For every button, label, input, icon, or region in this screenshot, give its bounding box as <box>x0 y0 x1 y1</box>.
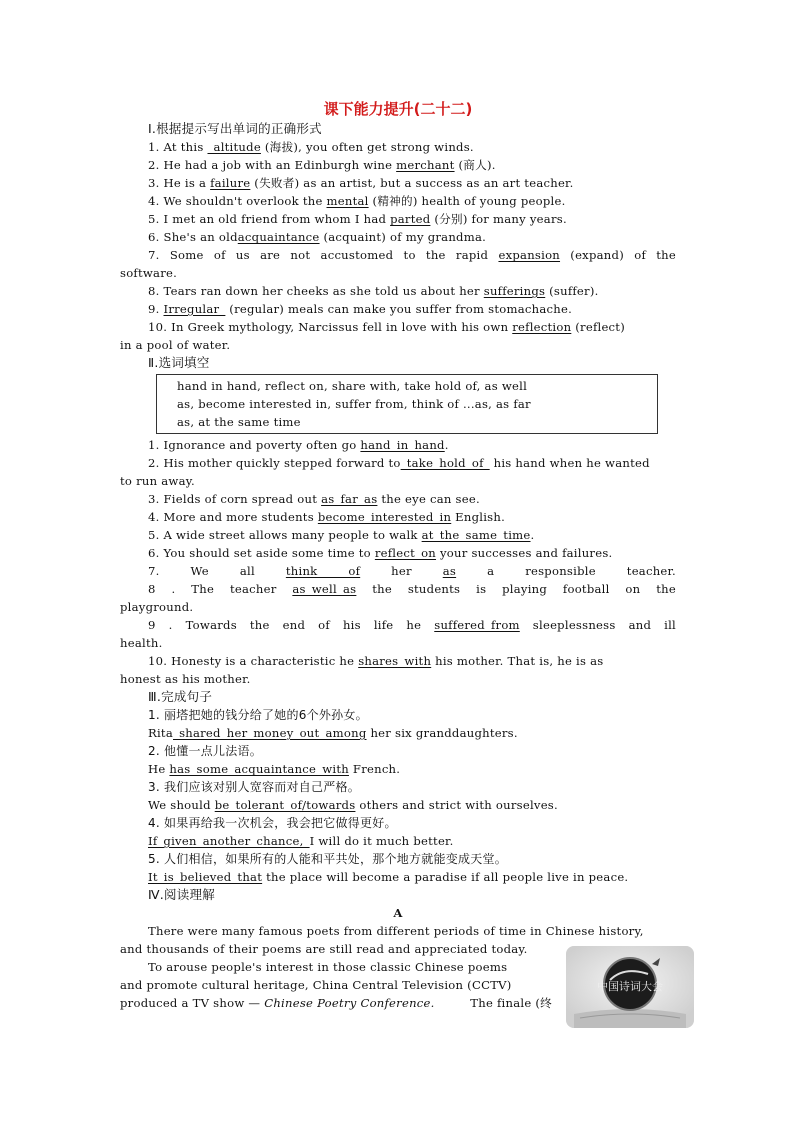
item-text: 1. Ignorance and poverty often go <box>148 438 361 452</box>
item-text: 6. She's an old <box>148 230 238 244</box>
exercise-item <box>120 436 676 454</box>
exercise-item <box>120 138 676 156</box>
item-text: (商人). <box>454 158 496 172</box>
exercise-item <box>120 192 676 210</box>
section-2-list <box>120 436 676 688</box>
exercise-item <box>120 282 676 300</box>
chinese-prompt: 5. 人们相信，如果所有的人能和平共处，那个地方就能变成天堂。 <box>148 852 508 866</box>
answer-blank: merchant <box>396 158 455 172</box>
word-bank-line: hand in hand, reflect on, share with, take hold of, as well <box>177 379 528 393</box>
exercise-item <box>120 508 676 526</box>
item-text: 1. At this <box>148 140 208 154</box>
exercise-item <box>120 228 676 246</box>
item-text: 10. In Greek mythology, Narcissus fell in love with his own <box>148 320 513 334</box>
exercise-item <box>120 246 676 264</box>
passage-label: A <box>393 906 403 920</box>
item-text: (expand) of the <box>560 248 677 262</box>
item-text: (regular) meals can make you suffer from stomachache. <box>225 302 573 316</box>
item-continuation <box>120 670 676 688</box>
chinese-prompt: 2. 他懂一点儿法语。 <box>148 744 263 758</box>
answer-blank: _take_hold_of_ <box>400 456 490 470</box>
item-text: 9. <box>148 302 164 316</box>
poetry-show-logo-graphic <box>566 946 694 1028</box>
item-text: (精神的) health of young people. <box>368 194 566 208</box>
logo-caption: 中国诗词大会 <box>597 980 663 993</box>
answer-blank: be_tolerant_of/towards <box>214 798 356 812</box>
passage-line: There were many famous poets from different periods of time in Chinese history, <box>148 924 644 938</box>
english-sentence <box>120 832 676 850</box>
answer-blank: reflect_on <box>374 546 437 560</box>
answer-blank: acquaintance <box>237 230 320 244</box>
exercise-item <box>120 210 676 228</box>
item-text: I will do it much better. <box>309 834 454 848</box>
item-text: 7. We all <box>148 564 286 578</box>
worksheet-page <box>120 98 676 1012</box>
item-continuation <box>120 472 676 490</box>
answer-blank: Irregular_ <box>163 302 226 316</box>
item-text: in a pool of water. <box>120 338 231 352</box>
answer-blank: _altitude <box>207 140 261 154</box>
exercise-item <box>120 526 676 544</box>
item-text: software. <box>120 266 178 280</box>
item-text: others and strict with ourselves. <box>355 798 558 812</box>
item-text: 3. He is a <box>148 176 211 190</box>
answer-blank: sufferings <box>483 284 546 298</box>
item-text: 7. Some of us are not accustomed to the rapid <box>148 248 499 262</box>
item-text: to run away. <box>120 474 195 488</box>
passage-line <box>120 994 552 1012</box>
item-text: . <box>530 528 535 542</box>
passage-text: The finale (终 <box>470 996 552 1010</box>
item-text: English. <box>451 510 506 524</box>
item-text: (分别) for many years. <box>430 212 567 226</box>
exercise-item <box>120 490 676 508</box>
answer-blank: reflection <box>512 320 572 334</box>
item-text: a responsible teacher. <box>456 564 676 578</box>
section-3-heading: Ⅲ.完成句子 <box>148 689 213 704</box>
item-text: sleeplessness and ill <box>519 618 676 632</box>
item-text: her <box>360 564 443 578</box>
item-text: 9 . Towards the end of his life he <box>148 618 435 632</box>
answer-blank: become_interested_in <box>317 510 452 524</box>
item-text: 3. Fields of corn spread out <box>148 492 322 506</box>
answer-blank: at_the_same_time <box>421 528 531 542</box>
section-4-heading: Ⅳ.阅读理解 <box>148 887 216 902</box>
answer-blank: suffered_from <box>434 618 520 632</box>
item-text: honest as his mother. <box>120 672 251 686</box>
item-text: 10. Honesty is a characteristic he <box>148 654 359 668</box>
item-continuation <box>120 598 676 616</box>
exercise-item <box>120 562 676 580</box>
item-text: his mother. That is, he is as <box>431 654 604 668</box>
show-title: Chinese Poetry Conference. <box>264 996 435 1010</box>
item-text: 5. I met an old friend from whom I had <box>148 212 391 226</box>
item-text: playground. <box>120 600 194 614</box>
word-bank-line: as, at the same time <box>177 415 301 429</box>
page-title: 课下能力提升(二十二) <box>323 100 473 118</box>
passage-line: and thousands of their poems are still read and appreciated today. <box>120 942 528 956</box>
item-continuation <box>120 634 676 652</box>
answer-blank: expansion <box>498 248 561 262</box>
answer-blank: mental <box>326 194 369 208</box>
item-text: We should <box>148 798 215 812</box>
item-text: 4. We shouldn't overlook the <box>148 194 327 208</box>
item-text: health. <box>120 636 163 650</box>
answer-blank: has_some_acquaintance_with <box>169 762 349 776</box>
answer-blank: think of <box>285 564 361 578</box>
exercise-item <box>120 318 676 336</box>
item-text: (reflect) <box>571 320 625 334</box>
answer-blank: parted <box>390 212 431 226</box>
item-text: (acquaint) of my grandma. <box>319 230 487 244</box>
chinese-prompt: 1. 丽塔把她的钱分给了她的6个外孙女。 <box>148 708 368 722</box>
answer-blank: shares_with <box>358 654 432 668</box>
answer-blank: It_is_believed_that <box>148 870 263 884</box>
item-text: 2. His mother quickly stepped forward to <box>148 456 401 470</box>
chinese-prompt: 4. 如果再给我一次机会，我会把它做得更好。 <box>148 816 397 830</box>
exercise-item <box>120 156 676 174</box>
exercise-item <box>120 616 676 634</box>
item-continuation <box>120 264 676 282</box>
item-text: the place will become a paradise if all people live in peace. <box>262 870 629 884</box>
item-text: (海拔), you often get strong winds. <box>260 140 474 154</box>
chinese-prompt: 3. 我们应该对别人宽容而对自己严格。 <box>148 780 361 794</box>
item-text: her six granddaughters. <box>366 726 518 740</box>
answer-blank: as_well_as <box>292 582 357 596</box>
poetry-show-logo-image <box>566 946 694 1028</box>
answer-blank: failure <box>210 176 251 190</box>
item-text: French. <box>348 762 401 776</box>
section-2-heading: Ⅱ.选词填空 <box>148 355 210 370</box>
item-continuation <box>120 336 676 354</box>
item-text: . <box>444 438 449 452</box>
passage-line: and promote cultural heritage, China Central Television (CCTV) <box>120 978 512 992</box>
section-1-list <box>120 138 676 354</box>
exercise-item <box>120 174 676 192</box>
answer-blank: as_far_as <box>321 492 378 506</box>
exercise-item <box>120 652 676 670</box>
item-text: his hand when he wanted <box>489 456 650 470</box>
item-text: He <box>148 762 170 776</box>
section-1-heading: Ⅰ.根据提示写出单词的正确形式 <box>148 121 322 136</box>
item-text: 8 . The teacher <box>148 582 293 596</box>
item-text: 6. You should set aside some time to <box>148 546 375 560</box>
item-text: 2. He had a job with an Edinburgh wine <box>148 158 397 172</box>
word-bank-line: as, become interested in, suffer from, think of ...as, as far <box>177 397 531 411</box>
english-sentence <box>120 796 676 814</box>
english-sentence <box>120 724 676 742</box>
english-sentence <box>120 760 676 778</box>
answer-blank: _shared_her_money_out_among <box>173 726 367 740</box>
answer-blank: as <box>442 564 457 578</box>
english-sentence <box>120 868 676 886</box>
item-text: 5. A wide street allows many people to walk <box>148 528 422 542</box>
item-text: your successes and failures. <box>436 546 613 560</box>
item-text: (失败者) as an artist, but a success as an art teacher. <box>250 176 574 190</box>
item-text: the eye can see. <box>377 492 480 506</box>
exercise-item <box>120 454 676 472</box>
item-text: the students is playing football on the <box>356 582 676 596</box>
exercise-item <box>120 300 676 318</box>
passage-text: produced a TV show — <box>120 996 265 1010</box>
exercise-item <box>120 544 676 562</box>
passage-line: To arouse people's interest in those classic Chinese poems <box>148 960 508 974</box>
item-text: (suffer). <box>545 284 599 298</box>
word-bank-box <box>156 374 658 434</box>
exercise-item <box>120 580 676 598</box>
answer-blank: If_given_another_chance,_ <box>148 834 310 848</box>
answer-blank: hand_in_hand <box>360 438 445 452</box>
item-text: 8. Tears ran down her cheeks as she told us about her <box>148 284 484 298</box>
section-3-list <box>120 706 676 886</box>
item-text: Rita <box>148 726 174 740</box>
item-text: 4. More and more students <box>148 510 318 524</box>
